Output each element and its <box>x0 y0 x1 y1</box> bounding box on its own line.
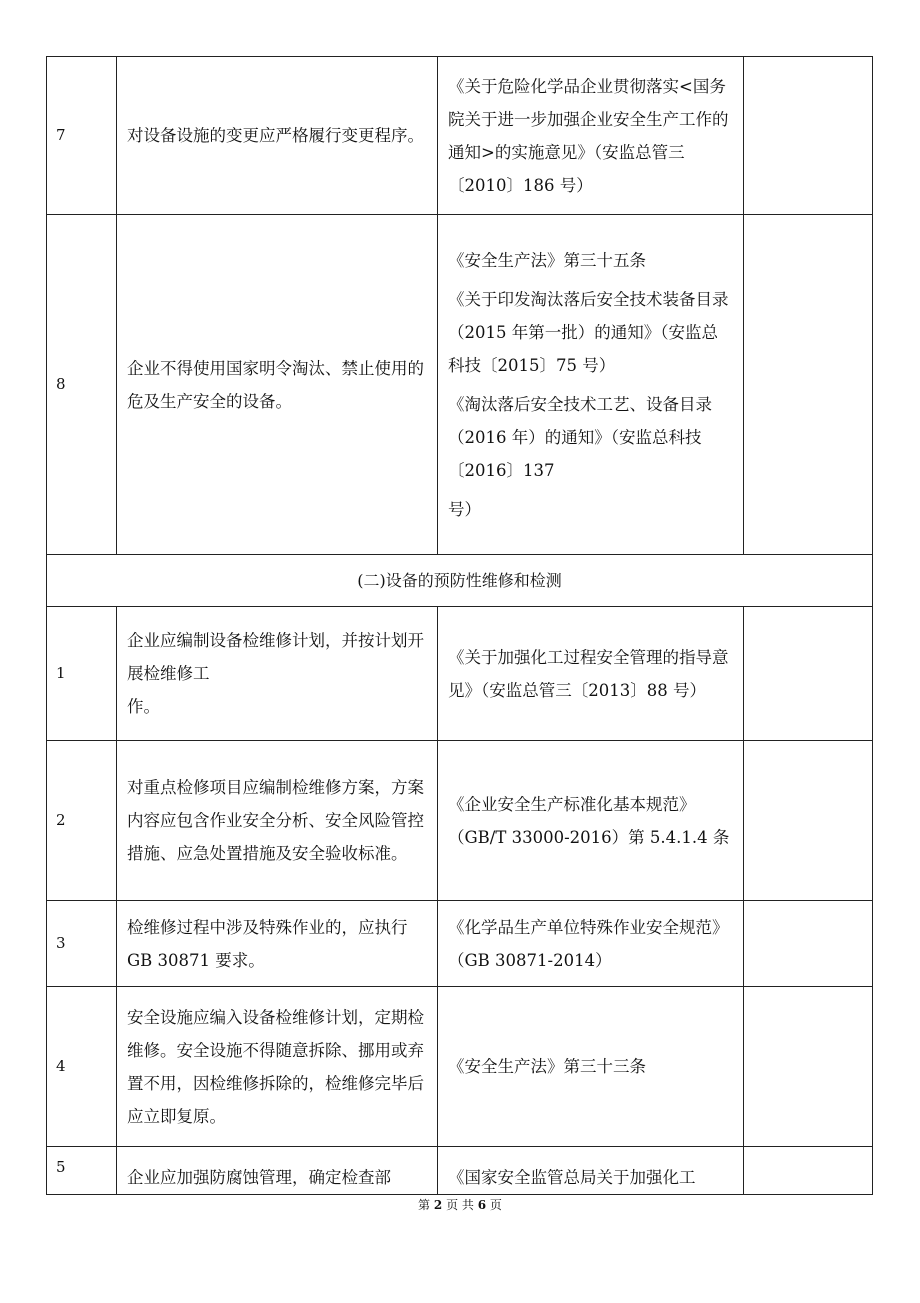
requirement-text: 安全设施应编入设备检维修计划，定期检维修。安全设施不得随意拆除、挪用或弃置不用，因检维修拆除的，检维修完毕后应立即复原。 <box>117 987 438 1147</box>
blank-cell <box>744 607 873 741</box>
table-row <box>47 741 873 901</box>
table-row <box>47 901 873 987</box>
requirement-text: 检维修过程中涉及特殊作业的，应执行 GB 30871 要求。 <box>117 901 438 987</box>
requirement-text: 对设备设施的变更应严格履行变更程序。 <box>117 57 438 215</box>
requirement-text: 企业应编制设备检维修计划，并按计划开展检维修工 作。 <box>117 607 438 741</box>
requirements-table <box>46 56 873 1195</box>
reference-text: 《化学品生产单位特殊作业安全规范》（GB 30871-2014） <box>438 901 744 987</box>
section-title: (二)设备的预防性维修和检测 <box>47 555 873 607</box>
current-page: 2 <box>433 1198 443 1212</box>
reference-text: 《企业安全生产标准化基本规范》（GB/T 33000-2016）第 5.4.1.4 条 <box>438 741 744 901</box>
page-footer: 第 2 页 共 6 页 <box>418 1198 502 1212</box>
row-number: 3 <box>47 901 117 987</box>
reference-text: 《国家安全监管总局关于加强化工 <box>438 1147 744 1195</box>
requirement-text: 企业应加强防腐蚀管理，确定检查部 <box>117 1147 438 1195</box>
table-row <box>47 607 873 741</box>
requirement-text: 企业不得使用国家明令淘汰、禁止使用的危及生产安全的设备。 <box>117 215 438 555</box>
table-row <box>47 987 873 1147</box>
blank-cell <box>744 901 873 987</box>
table-row <box>47 57 873 215</box>
reference-text: 《关于危险化学品企业贯彻落实<国务院关于进一步加强企业安全生产工作的通知>的实施意见》（安监总管三〔2010〕186 号） <box>438 57 744 215</box>
row-number: 5 <box>47 1147 117 1195</box>
blank-cell <box>744 741 873 901</box>
reference-text: 《安全生产法》第三十五条 《关于印发淘汰落后安全技术装备目录（2015 年第一批）的通知》（安监总科技〔2015〕75 号） 《淘汰落后安全技术工艺、设备目录（2016 年）的通知》（安监总科技〔2016〕137 号） <box>438 215 744 555</box>
blank-cell <box>744 57 873 215</box>
total-pages: 6 <box>477 1198 487 1212</box>
row-number: 1 <box>47 607 117 741</box>
row-number: 2 <box>47 741 117 901</box>
reference-text: 《安全生产法》第三十三条 <box>438 987 744 1147</box>
section-header-row <box>47 555 873 607</box>
blank-cell <box>744 987 873 1147</box>
requirement-text: 对重点检修项目应编制检维修方案，方案内容应包含作业安全分析、安全风险管控措施、应急处置措施及安全验收标准。 <box>117 741 438 901</box>
row-number: 8 <box>47 215 117 555</box>
row-number: 7 <box>47 57 117 215</box>
blank-cell <box>744 1147 873 1195</box>
row-number: 4 <box>47 987 117 1147</box>
table-row <box>47 215 873 555</box>
blank-cell <box>744 215 873 555</box>
reference-text: 《关于加强化工过程安全管理的指导意见》（安监总管三〔2013〕88 号） <box>438 607 744 741</box>
table-row <box>47 1147 873 1195</box>
